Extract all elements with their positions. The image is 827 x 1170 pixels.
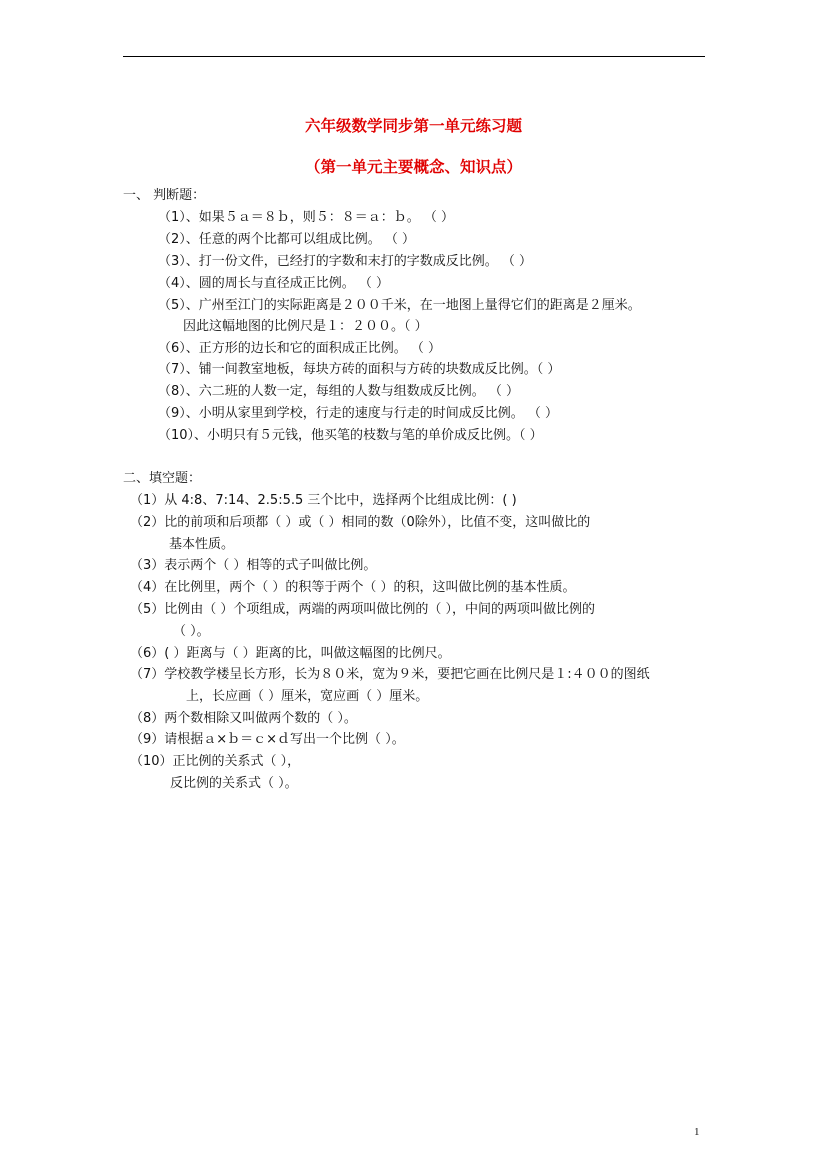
fill-item-2: （2）比的前项和后项都（ ）或（ ）相同的数（0除外），比值不变，这叫做比的 [130, 515, 591, 530]
section2-heading: 二、填空题： [123, 471, 202, 486]
fill-item-7: （7）学校教学楼呈长方形，长为８０米，宽为９米，要把它画在比例尺是１:４００的图纸 [130, 667, 650, 682]
judge-item-2: （2）、任意的两个比都可以组成比例。 （ ） [158, 232, 416, 247]
fill-item-2-cont: 基本性质。 [169, 537, 235, 552]
judge-item-9: （9）、小明从家里到学校，行走的速度与行走的时间成反比例。 （ ） [158, 406, 559, 421]
judge-item-1: （1）、如果５ａ＝８ｂ，则５：８＝ａ：ｂ。 （ ） [158, 210, 455, 225]
fill-item-3: （3）表示两个（ ）相等的式子叫做比例。 [130, 558, 377, 573]
judge-item-4: （4）、圆的周长与直径成正比例。 （ ） [158, 276, 390, 291]
section1-heading: 一、 判断题： [123, 188, 206, 203]
fill-item-4: （4）在比例里，两个（ ）的积等于两个（ ）的积，这叫做比例的基本性质。 [130, 580, 576, 595]
page-number: 1 [694, 1126, 700, 1138]
fill-item-5: （5）比例由（ ）个项组成，两端的两项叫做比例的（ ），中间的两项叫做比例的 [130, 602, 596, 617]
header-rule [123, 56, 705, 57]
page-title: 六年级数学同步第一单元练习题 [304, 117, 522, 135]
judge-item-8: （8）、六二班的人数一定，每组的人数与组数成反比例。 （ ） [158, 384, 520, 399]
fill-item-10: （10）正比例的关系式（ ）， [130, 754, 301, 769]
fill-item-1: （1）从 4:8、7:14、2.5:5.5 三个比中，选择两个比组成比例：( ) [130, 493, 517, 508]
fill-item-7-cont: 上，长应画（ ）厘米，宽应画（ ）厘米。 [186, 689, 429, 704]
fill-item-8: （8）两个数相除又叫做两个数的（ ）。 [130, 711, 357, 726]
judge-item-5: （5）、广州至江门的实际距离是２００千米，在一地图上量得它们的距离是２厘米。 [158, 298, 641, 313]
judge-item-10: （10）、小明只有５元钱，他买笔的枝数与笔的单价成反比例。（ ） [158, 428, 543, 443]
fill-item-9: （9）请根据ａ×ｂ＝ｃ×ｄ写出一个比例（ ）。 [130, 732, 405, 747]
judge-item-3: （3）、打一份文件，已经打的字数和末打的字数成反比例。 （ ） [158, 254, 533, 269]
fill-item-5-cont: （ ）。 [173, 624, 210, 639]
judge-item-6: （6）、正方形的边长和它的面积成正比例。 （ ） [158, 341, 442, 356]
judge-item-7: （7）、铺一间教室地板，每块方砖的面积与方砖的块数成反比例。（ ） [158, 362, 561, 377]
judge-item-5-cont: 因此这幅地图的比例尺是１：２００。（ ） [183, 319, 428, 334]
fill-item-6: （6）( ）距离与（ ）距离的比，叫做这幅图的比例尺。 [130, 646, 451, 661]
fill-item-10-cont: 反比例的关系式（ ）。 [170, 776, 298, 791]
page-subtitle: （第一单元主要概念、知识点） [304, 158, 522, 176]
